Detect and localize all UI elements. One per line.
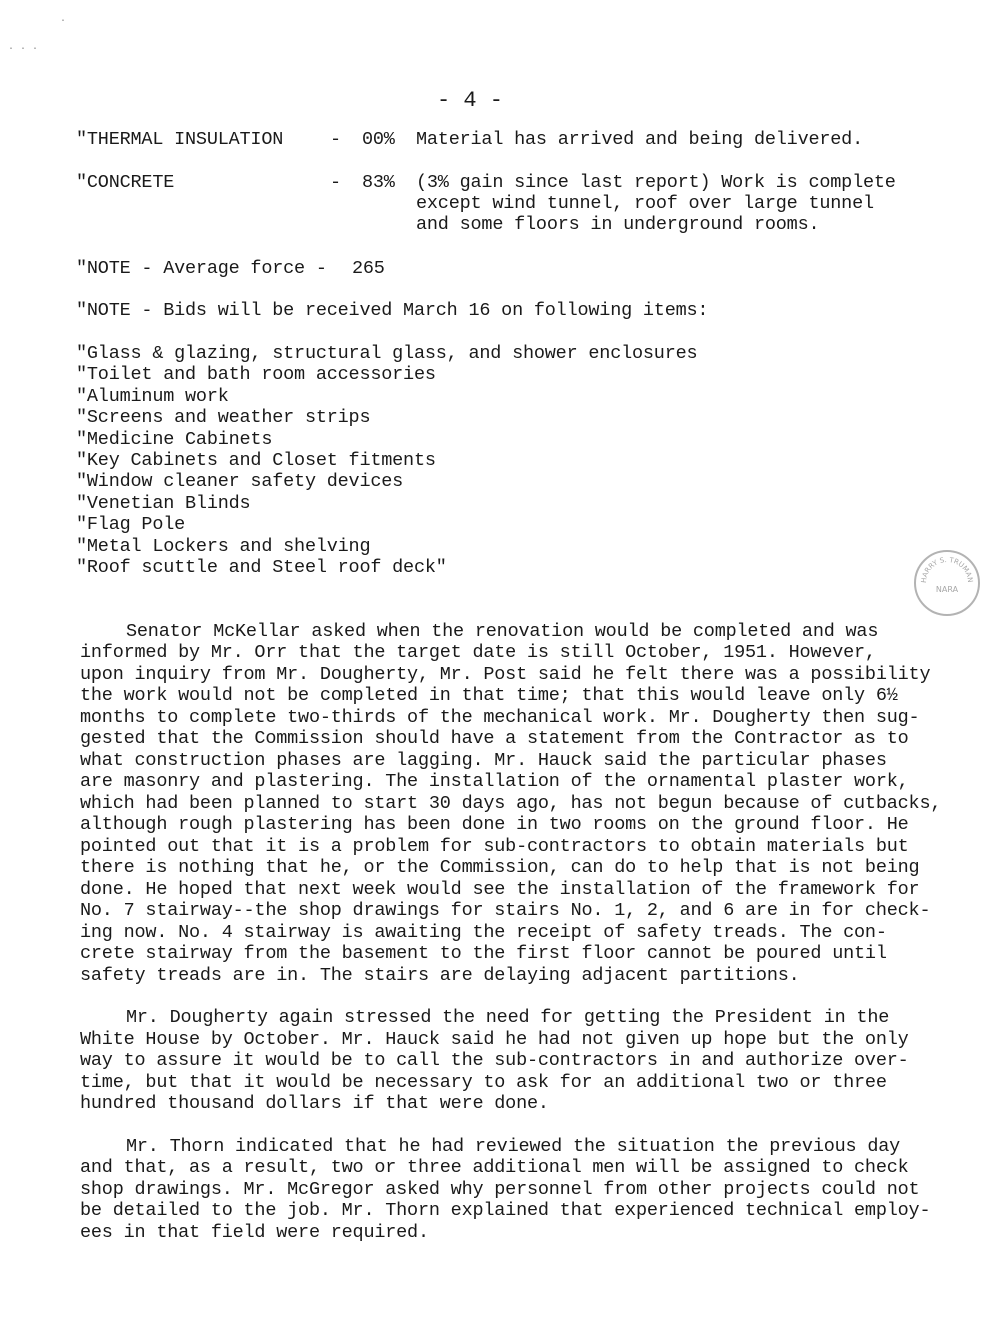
list-item: "Toilet and bath room accessories (76, 364, 436, 385)
item-description: except wind tunnel, roof over large tunnel (416, 193, 874, 214)
text-line: No. 7 stairway--the shop drawings for stairs No. 1, 2, and 6 are in for check- (80, 900, 931, 921)
page-number: - 4 - (437, 88, 504, 113)
library-seal-icon (916, 552, 978, 614)
list-item: "Metal Lockers and shelving (76, 536, 371, 557)
stamp-text: NARA (935, 585, 959, 594)
list-item: "Window cleaner safety devices (76, 471, 404, 492)
note-value: 265 (352, 258, 385, 279)
svg-text:HARRY S. TRUMAN LIBRARY (916, 552, 974, 583)
text-line: White House by October. Mr. Hauck said he had not given up hope but the only (80, 1029, 909, 1050)
text-line: ees in that field were required. (80, 1222, 429, 1243)
text-line: ing now. No. 4 stairway is awaiting the receipt of safety treads. The con- (80, 922, 887, 943)
text-line: the work would not be completed in that time; that this would leave only 6½ (80, 685, 898, 706)
text-line: crete stairway from the basement to the first floor cannot be poured until (80, 943, 887, 964)
list-item: "Aluminum work (76, 386, 229, 407)
item-percent: 00% (362, 129, 395, 150)
scan-speck: . (60, 14, 67, 25)
text-line: Senator McKellar asked when the renovation would be completed and was (126, 621, 879, 642)
list-item: "Glass & glazing, structural glass, and shower enclosures (76, 343, 698, 364)
text-line: upon inquiry from Mr. Dougherty, Mr. Post said he felt there was a possibility (80, 664, 931, 685)
text-line: way to assure it would be to call the sub-contractors in and authorize over- (80, 1050, 909, 1071)
item-dash: - (330, 172, 341, 193)
text-line: hundred thousand dollars if that were done. (80, 1093, 549, 1114)
text-line: time, but that it would be necessary to ask for an additional two or three (80, 1072, 887, 1093)
text-line: gested that the Commission should have a statement from the Contractor as to (80, 728, 909, 749)
text-line: Mr. Dougherty again stressed the need for getting the President in the (126, 1007, 890, 1028)
text-line: safety treads are in. The stairs are delaying adjacent partitions. (80, 965, 800, 986)
text-line: there is nothing that he, or the Commission, can do to help that is not being (80, 857, 920, 878)
item-description: Material has arrived and being delivered. (416, 129, 863, 150)
note-line: "NOTE - Bids will be received March 16 on following items: (76, 300, 709, 321)
list-item: "Roof scuttle and Steel roof deck" (76, 557, 447, 578)
stamp-text: HARRY S. TRUMAN (919, 555, 975, 584)
list-item: "Key Cabinets and Closet fitments (76, 450, 436, 471)
note-line: "NOTE - Average force - (76, 258, 327, 279)
text-line: pointed out that it is a problem for sub-contractors to obtain materials but (80, 836, 909, 857)
text-line: which had been planned to start 30 days ago, has not begun because of cutbacks, (80, 793, 942, 814)
item-percent: 83% (362, 172, 395, 193)
item-label: "CONCRETE (76, 172, 175, 193)
list-item: "Venetian Blinds (76, 493, 251, 514)
list-item: "Flag Pole (76, 514, 186, 535)
text-line: be detailed to the job. Mr. Thorn explained that experienced technical employ- (80, 1200, 931, 1221)
library-stamp (914, 550, 980, 616)
text-line: and that, as a result, two or three additional men will be assigned to check (80, 1157, 909, 1178)
list-item: "Medicine Cabinets (76, 429, 273, 450)
item-dash: - (330, 129, 341, 150)
list-item: "Screens and weather strips (76, 407, 371, 428)
text-line: months to complete two-thirds of the mechanical work. Mr. Dougherty then sug- (80, 707, 920, 728)
text-line: are masonry and plastering. The installation of the ornamental plaster work, (80, 771, 909, 792)
text-line: although rough plastering has been done in two rooms on the ground floor. He (80, 814, 909, 835)
item-label: "THERMAL INSULATION (76, 129, 284, 150)
text-line: shop drawings. Mr. McGregor asked why personnel from other projects could not (80, 1179, 920, 1200)
item-description: (3% gain since last report) Work is complete (416, 172, 896, 193)
text-line: what construction phases are lagging. Mr. Hauck said the particular phases (80, 750, 887, 771)
text-line: done. He hoped that next week would see the installation of the framework for (80, 879, 920, 900)
text-line: Mr. Thorn indicated that he had reviewed the situation the previous day (126, 1136, 901, 1157)
item-description: and some floors in underground rooms. (416, 214, 820, 235)
scan-speck: · · · (8, 44, 39, 55)
text-line: informed by Mr. Orr that the target date is still October, 1951. However, (80, 642, 876, 663)
